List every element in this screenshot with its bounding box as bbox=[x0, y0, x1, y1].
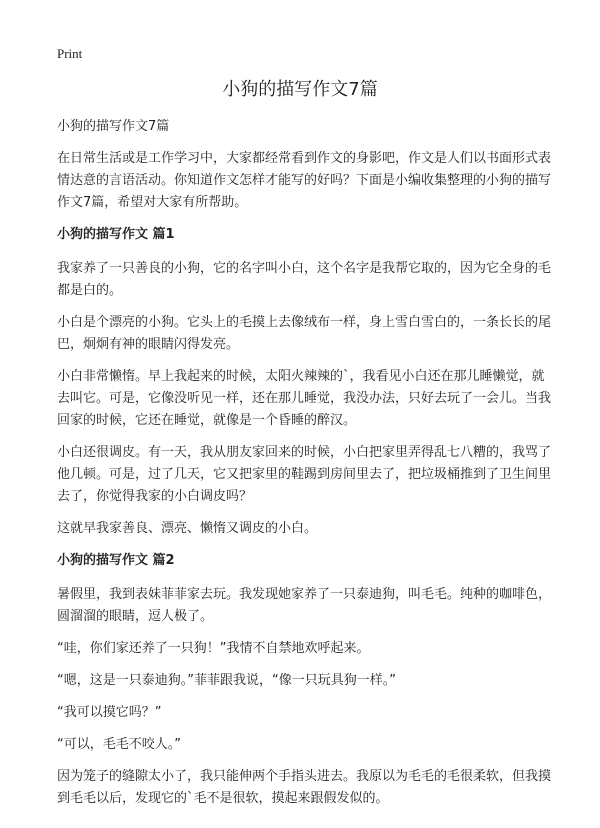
section1-paragraph: 小白是个漂亮的小狗。它头上的毛摸上去像绒布一样，身上雪白雪白的，一条长长的尾巴，炯炯有神的眼睛闪得发亮。 bbox=[57, 315, 552, 352]
intro-paragraph: 在日常生活或是工作学习中，大家都经常看到作文的身影吧，作文是人们以书面形式表情达意的言语活动。你知道作文怎样才能写的好吗？下面是小编收集整理的小狗的描写作文7篇，希望对大家有所帮助。 bbox=[57, 151, 552, 210]
article-subtitle: 小狗的描写作文7篇 bbox=[57, 119, 170, 134]
section1-paragraph: 小白还很调皮。有一天，我从朋友家回来的时候，小白把家里弄得乱七八糟的，我骂了他几顿。可是，过了几天，它又把家里的鞋踢到房间里去了，把垃圾桶推到了卫生间里去了，你觉得我家的小白调皮吗？ bbox=[57, 445, 552, 504]
section2-paragraph: 因为笼子的缝隙太小了，我只能伸两个手指头进去。我原以为毛毛的毛很柔软，但我摸到毛毛以后，发现它的`毛不是很软，摸起来跟假发似的。 bbox=[57, 769, 552, 806]
page-title: 小狗的描写作文7篇 bbox=[222, 79, 378, 100]
section1-paragraph: 我家养了一只善良的小狗，它的名字叫小白，这个名字是我帮它取的，因为它全身的毛都是白的。 bbox=[57, 261, 552, 298]
section1-paragraph: 小白非常懒惰。早上我起来的时候，太阳火辣辣的`，我看见小白还在那儿睡懒觉，就去叫它。可是，它像没听见一样，还在那儿睡觉，我没办法，只好去玩了一会儿。当我回家的时候，它还在睡觉，就像是一个昏睡的醉汉。 bbox=[57, 369, 552, 428]
section2-paragraph: “我可以摸它吗？” bbox=[57, 705, 162, 720]
section-heading-1: 小狗的描写作文 篇1 bbox=[57, 227, 175, 242]
section1-paragraph: 这就早我家善良、漂亮、懒惰又调皮的小白。 bbox=[57, 521, 318, 536]
section2-paragraph: “嗯，这是一只泰迪狗。”菲菲跟我说，“像一只玩具狗一样。” bbox=[57, 673, 396, 688]
section2-paragraph: 暑假里，我到表妹菲菲家去玩。我发现她家养了一只泰迪狗，叫毛毛。纯种的咖啡色，圆溜溜的眼睛，逗人极了。 bbox=[57, 587, 552, 624]
section2-paragraph: “可以，毛毛不咬人。” bbox=[57, 737, 181, 752]
section2-paragraph: “哇，你们家还养了一只狗！”我情不自禁地欢呼起来。 bbox=[57, 641, 370, 656]
section-heading-2: 小狗的描写作文 篇2 bbox=[57, 553, 175, 568]
print-link[interactable]: Print bbox=[57, 46, 83, 61]
article-body bbox=[57, 148, 553, 820]
